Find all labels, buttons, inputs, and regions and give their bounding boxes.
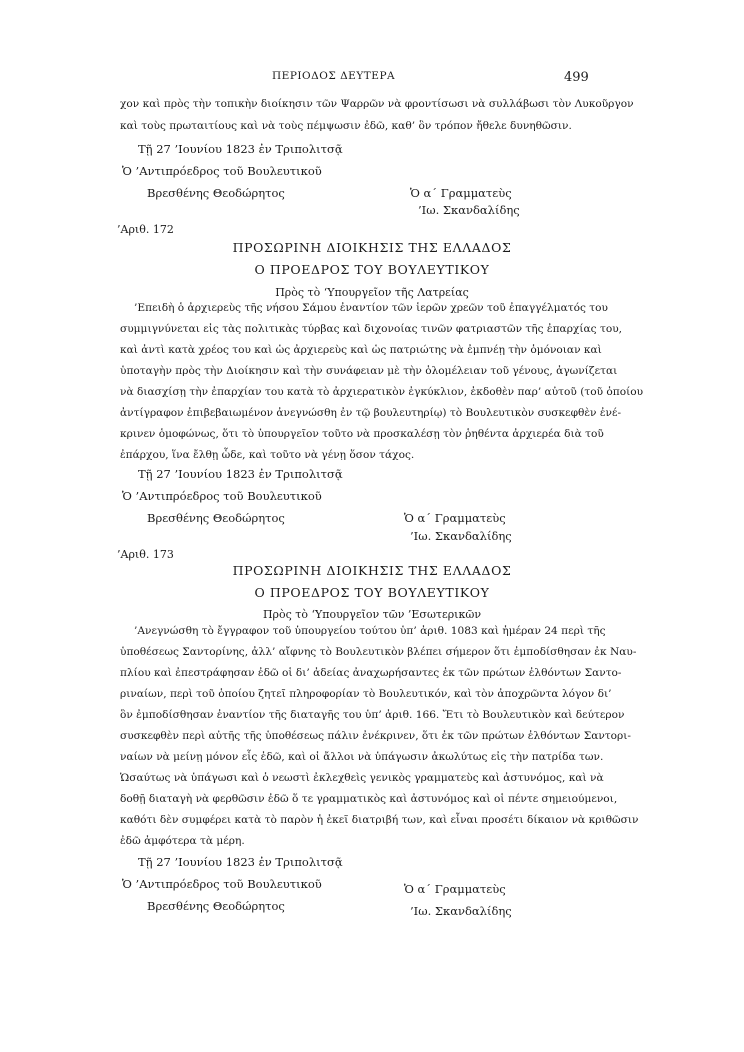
- text-line: ἀντίγραφον ἐπιβεβαιωμένον ἀνεγνώσθη ἐν τῷ βουλευτηρίῳ) τὸ Βουλευτικὸν συσκεφθὲν ἐνέ-: [120, 407, 622, 419]
- addressee-line: Πρὸς τὸ ‘Υπουργεῖον τῶν ’Εσωτερικῶν: [262, 608, 482, 621]
- addressee-line: Πρὸς τὸ ‘Υπουργεῖον τῆς Λατρείας: [275, 286, 469, 299]
- document-number: ’Αριθ. 173: [117, 548, 174, 561]
- signature-right-name: ’Ιω. Σκανδαλίδης: [410, 904, 512, 918]
- text-line: πλίου καὶ ἐπεστράφησαν ἐδῶ οἱ δι’ ἀδείας ἀναχωρήσαντες ἐκ τῶν πρώτων ἐλθόντων Σαντο-: [120, 667, 622, 679]
- text-line: καὶ τοὺς πρωταιτίους καὶ νὰ τοὺς πέμψωσιν ἐδῶ, καθ’ ὃν τρόπον ἤθελε δυνηθῶσιν.: [120, 120, 572, 132]
- text-line: ’Επειδὴ ὁ ἀρχιερεὺς τῆς νήσου Σάμου ἐναντίον τῶν ἱερῶν χρεῶν τοῦ ἐπαγγέλματός του: [134, 302, 608, 314]
- text-line: ὑποταγὴν πρὸς τὴν Διοίκησιν καὶ τὴν συνάφειαν μὲ τὴν ὁλομέλειαν τοῦ γένους, ἀγωνίζεται: [120, 365, 618, 377]
- running-title: ΠΕΡΙΟΔΟΣ ΔΕΥΤΕΡΑ: [272, 70, 396, 82]
- text-line: κρινεν ὁμοφώνως, ὅτι τὸ ὑπουργεῖον τοῦτο νὰ προσκαλέσῃ τὸν ῥηθέντα ἀρχιερέα διὰ τοῦ: [120, 428, 604, 440]
- text-line: ’Ανεγνώσθη τὸ ἔγγραφον τοῦ ὑπουργείου τούτου ὑπ’ ἀριθ. 1083 καὶ ἡμέραν 24 περὶ τῆς: [134, 625, 606, 637]
- signature-right-name: ’Ιω. Σκανδαλίδης: [410, 529, 512, 543]
- document-heading: ΠΡΟΣΩΡΙΝΗ ΔΙΟΙΚΗΣΙΣ ΤΗΣ ΕΛΛΑΔΟΣ: [232, 563, 512, 578]
- text-line: συμμιγνύνεται εἰς τὰς πολιτικὰς τύρβας καὶ διχονοίας τινῶν φατριαστῶν τῆς ἐπαρχίας του,: [120, 323, 623, 335]
- signature-right-name: ’Ιω. Σκανδαλίδης: [418, 203, 520, 217]
- text-line: ναίων νὰ μείνῃ μόνον εἷς ἐδῶ, καὶ οἱ ἄλλοι νὰ ὑπάγωσιν ἀκωλύτως εἰς τὴν πατρίδα των.: [120, 751, 604, 763]
- signature-right-title: Ὁ α΄ Γραμματεὺς: [410, 186, 512, 200]
- text-line: ὃν ἐμποδίσθησαν ἐναντίον τῆς διαταγῆς του ὑπ’ ἀριθ. 166. Ἔτι τὸ Βουλευτικὸν καὶ δεύτερον: [120, 709, 625, 721]
- document-subheading: Ο ΠΡΟΕΔΡΟΣ ΤΟΥ ΒΟΥΛΕΥΤΙΚΟΥ: [254, 262, 490, 277]
- signature-left-title: Ὁ ’Αντιπρόεδρος τοῦ Βουλευτικοῦ: [122, 164, 322, 178]
- text-line: ἐπάρχου, ἵνα ἔλθῃ ὧδε, καὶ τοῦτο νὰ γένῃ ὅσον τάχος.: [120, 449, 415, 461]
- text-line: καὶ ἀντὶ κατὰ χρέος του καὶ ὡς ἀρχιερεὺς καὶ ὡς πατριώτης νὰ ἐμπνέῃ τὴν ὁμόνοιαν καὶ: [120, 344, 602, 356]
- page-number: 499: [564, 70, 589, 85]
- signature-right-title: Ὁ α΄ Γραμματεὺς: [404, 511, 506, 525]
- text-line: ὑποθέσεως Σαντορίνης, ἀλλ’ αἴφνης τὸ Βουλευτικὸν βλέπει σήμερον ὅτι ἐμποδίσθησαν ἐκ Ναυ-: [120, 646, 637, 658]
- text-line: καθότι δὲν συμφέρει κατὰ τὸ παρὸν ἡ ἐκεῖ διατριβή των, καὶ εἶναι προσέτι δίκαιον νὰ κριθῶσιν: [120, 814, 639, 826]
- text-line: ἐδῶ ἀμφότερα τὰ μέρη.: [120, 835, 245, 847]
- text-line: συσκεφθὲν περὶ αὐτῆς τῆς ὑποθέσεως πάλιν ἐνέκρινεν, ὅτι ἐκ τῶν πρώτων ἐλθόντων Σαντορι-: [120, 730, 631, 742]
- text-line: ριναίων, περὶ τοῦ ὁποίου ζητεῖ πληροφορίαν τὸ Βουλευτικόν, καὶ τὸν ἀποχρῶντα λόγον δι’: [120, 688, 612, 700]
- text-line: δοθῇ διαταγὴ νὰ φερθῶσιν ἐδῶ ὅ τε γραμματικὸς καὶ ἀστυνόμος καὶ οἱ πέντε σημειούμενοι,: [120, 793, 618, 805]
- text-line: Ὡσαύτως νὰ ὑπάγωσι καὶ ὁ νεωστὶ ἐκλεχθεὶς γενικὸς γραμματεὺς καὶ ἀστυνόμος, καὶ νὰ: [120, 772, 604, 784]
- signature-left-name: Βρεσθένης Θεοδώρητος: [147, 186, 285, 200]
- text-line: χον καὶ πρὸς τὴν τοπικὴν διοίκησιν τῶν Ψαρρῶν νὰ φροντίσωσι νὰ συλλάβωσι τὸν Λυκοῦργον: [120, 98, 634, 110]
- signature-left-name: Βρεσθένης Θεοδώρητος: [147, 511, 285, 525]
- document-number: ’Αριθ. 172: [117, 223, 174, 236]
- document-heading: ΠΡΟΣΩΡΙΝΗ ΔΙΟΙΚΗΣΙΣ ΤΗΣ ΕΛΛΑΔΟΣ: [232, 240, 512, 255]
- signature-left-title: Ὁ ’Αντιπρόεδρος τοῦ Βουλευτικοῦ: [122, 489, 322, 503]
- signature-left-name: Βρεσθένης Θεοδώρητος: [147, 899, 285, 913]
- text-line: νὰ διασχίσῃ τὴν ἐπαρχίαν του κατὰ τὸ ἀρχιερατικὸν ἐγκύκλιον, ἐκδοθὲν παρ’ αὐτοῦ (τοῦ ὁποίου: [120, 386, 644, 398]
- signature-right-title: Ὁ α΄ Γραμματεὺς: [404, 882, 506, 896]
- date-line: Τῇ 27 ’Ιουνίου 1823 ἐν Τριπολιτσᾷ: [138, 467, 343, 481]
- date-line: Τῇ 27 ’Ιουνίου 1823 ἐν Τριπολιτσᾷ: [138, 855, 343, 869]
- document-subheading: Ο ΠΡΟΕΔΡΟΣ ΤΟΥ ΒΟΥΛΕΥΤΙΚΟΥ: [254, 585, 490, 600]
- signature-left-title: Ὁ ’Αντιπρόεδρος τοῦ Βουλευτικοῦ: [122, 877, 322, 891]
- date-line: Τῇ 27 ’Ιουνίου 1823 ἐν Τριπολιτσᾷ: [138, 142, 343, 156]
